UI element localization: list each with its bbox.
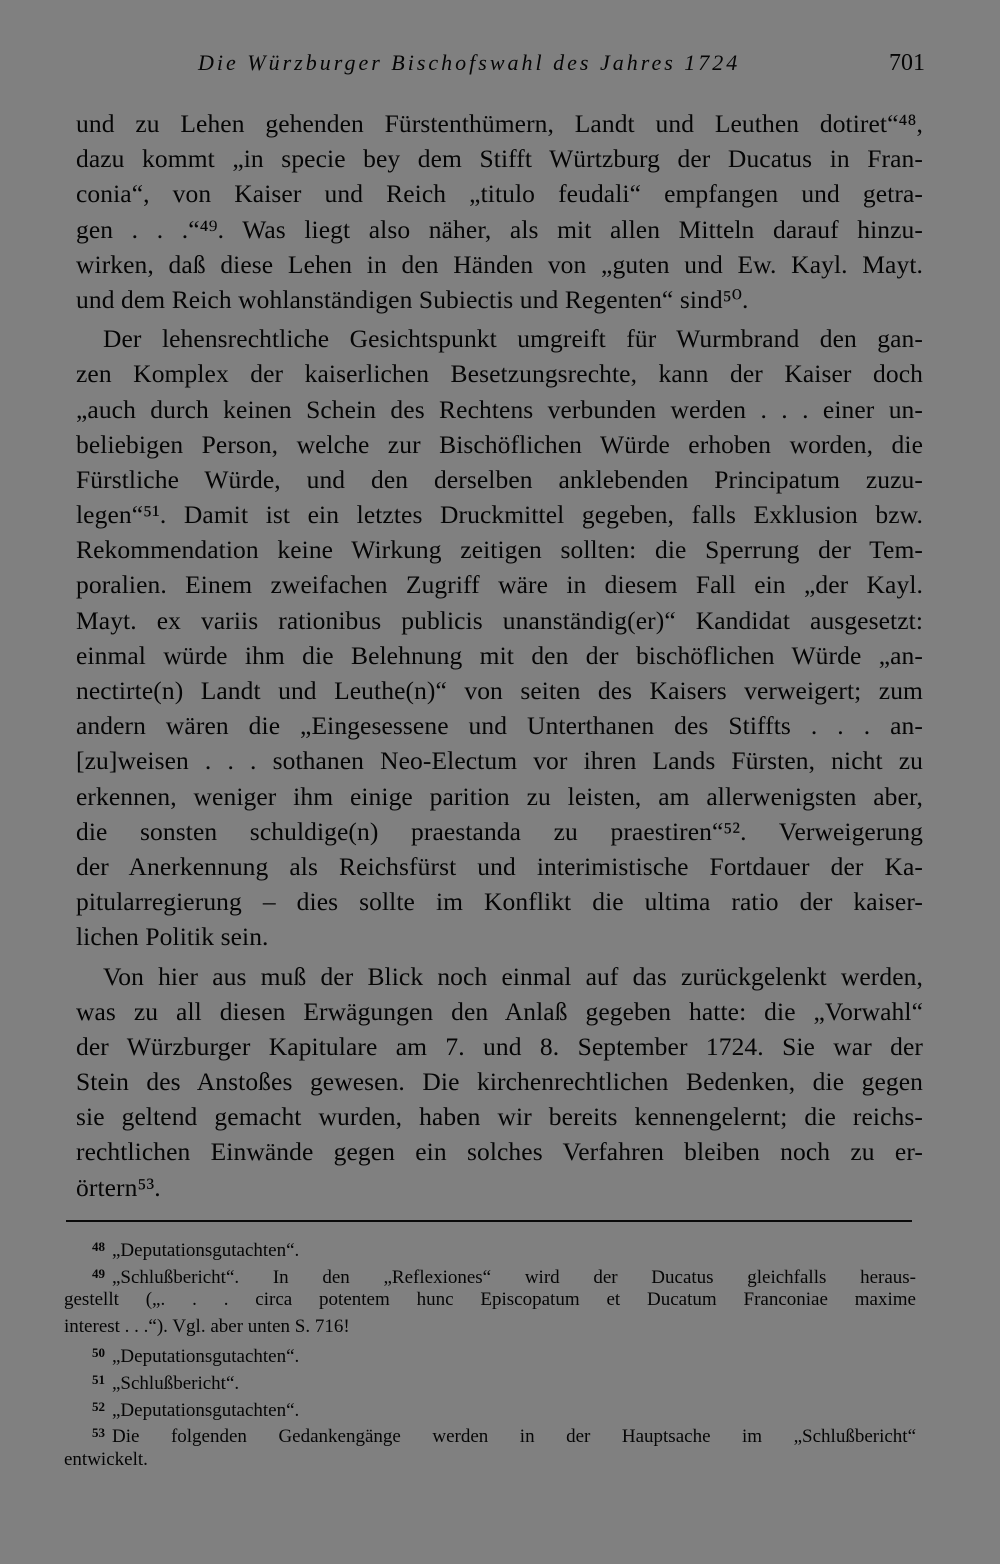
- footnote-text: Die folgenden Gedankengänge werden in der Hauptsache im „Schlußbericht“: [112, 1426, 916, 1448]
- footnote-text: interest . . .“). Vgl. aber unten S. 716!: [64, 1315, 350, 1337]
- text-line: Fürstliche Würde, und den derselben anklebenden Principatum zuzu-: [76, 464, 923, 494]
- footnote-text: „Schlußbericht“. In den „Reflexiones“ wird der Ducatus gleichfalls heraus-: [112, 1266, 916, 1288]
- text-line: „auch durch keinen Schein des Rechtens verbunden werden . . . einer un-: [76, 394, 923, 424]
- footnote-rule: [66, 1220, 912, 1222]
- text-line: die sonsten schuldige(n) praestanda zu praestiren“⁵². Verweigerung: [76, 816, 923, 846]
- text-line: [zu]weisen . . . sothanen Neo-Electum vor ihren Lands Fürsten, nicht zu: [76, 746, 923, 776]
- text-line: der Anerkennung als Reichsfürst und interimistische Fortdauer der Ka-: [76, 851, 923, 881]
- footnote: [64, 1340, 916, 1367]
- text-line: erkennen, weniger ihm einige parition zu leisten, am allerwenigsten aber,: [76, 781, 923, 811]
- footnote-number: 49: [92, 1265, 105, 1281]
- footnote: [64, 1420, 916, 1473]
- text-line: wirken, daß diese Lehen in den Händen von „guten und Ew. Kayl. Mayt.: [76, 249, 923, 279]
- footnotes: [64, 1234, 916, 1473]
- text-line: was zu all diesen Erwägungen den Anlaß gegeben hatte: die „Vorwahl“: [76, 996, 923, 1026]
- paragraph: [76, 321, 923, 954]
- text-line: Der lehensrechtliche Gesichtspunkt umgreift für Wurmbrand den gan-: [103, 324, 923, 354]
- text-line: örtern⁵³.: [76, 1172, 161, 1202]
- footnote-text: „Deputationsgutachten“.: [112, 1399, 300, 1421]
- footnote-number: 50: [92, 1345, 105, 1361]
- footnote-number: 51: [92, 1371, 105, 1387]
- page-number: 701: [889, 50, 925, 76]
- text-line: Von hier aus muß der Blick noch einmal auf das zurückgelenkt werden,: [103, 961, 923, 991]
- footnote: [64, 1367, 916, 1394]
- text-line: Rekommendation keine Wirkung zeitigen sollten: die Sperrung der Tem-: [76, 535, 923, 565]
- paragraph: [76, 106, 923, 317]
- footnote-number: 48: [92, 1239, 105, 1254]
- footnote-text: entwickelt.: [64, 1448, 148, 1470]
- text-line: legen“⁵¹. Damit ist ein letztes Druckmittel gegeben, falls Exklusion bzw.: [76, 500, 923, 530]
- text-line: conia“, von Kaiser und Reich „titulo feudali“ empfangen und getra-: [76, 179, 923, 209]
- page-header: [80, 50, 925, 84]
- text-line: und dem Reich wohlanständigen Subiectis und Regenten“ sind⁵⁰.: [76, 284, 749, 314]
- text-line: Stein des Anstoßes gewesen. Die kirchenrechtlichen Bedenken, die gegen: [76, 1067, 923, 1097]
- footnote-number: 53: [92, 1425, 105, 1441]
- footnote-text: „Deputationsgutachten“.: [112, 1346, 300, 1368]
- text-line: und zu Lehen gehenden Fürstenthümern, Landt und Leuthen dotiret“⁴⁸,: [76, 109, 923, 138]
- body-text: [76, 106, 923, 1209]
- footnote: [64, 1394, 916, 1421]
- footnote-text: „Schlußbericht“.: [112, 1372, 240, 1394]
- text-line: pitularregierung – dies sollte im Konflikt die ultima ratio der kaiser-: [76, 887, 923, 917]
- footnote: [64, 1261, 916, 1341]
- text-line: zen Komplex der kaiserlichen Besetzungsrechte, kann der Kaiser doch: [76, 359, 923, 389]
- text-line: der Würzburger Kapitulare am 7. und 8. September 1724. Sie war der: [76, 1031, 923, 1061]
- text-line: poralien. Einem zweifachen Zugriff wäre in diesem Fall ein „der Kayl.: [76, 570, 923, 600]
- footnote: [64, 1234, 916, 1261]
- text-line: nectirte(n) Landt und Leuthe(n)“ von seiten des Kaisers verweigert; zum: [76, 676, 923, 705]
- text-line: beliebigen Person, welche zur Bischöflichen Würde erhoben worden, die: [76, 429, 923, 459]
- footnote-text: gestellt („. . . circa potentem hunc Episcopatum et Ducatum Franconiae maxime: [64, 1289, 916, 1311]
- footnote-text: „Deputationsgutachten“.: [112, 1240, 300, 1261]
- text-line: Mayt. ex variis rationibus publicis unanständig(er)“ Kandidat ausgesetzt:: [76, 605, 923, 635]
- text-line: andern wären die „Eingesessene und Unterthanen des Stiffts . . . an-: [76, 711, 923, 741]
- text-line: lichen Politik sein.: [76, 922, 269, 952]
- footnote-number: 52: [92, 1398, 105, 1414]
- paragraph: [76, 959, 923, 1205]
- text-line: rechtlichen Einwände gegen ein solches Verfahren bleiben noch zu er-: [76, 1137, 923, 1167]
- running-title: Die Würzburger Bischofswahl des Jahres 1724: [198, 50, 741, 75]
- text-line: gen . . .“⁴⁹. Was liegt also näher, als mit allen Mitteln darauf hinzu-: [76, 214, 923, 244]
- text-line: sie geltend gemacht wurden, haben wir bereits kennengelernt; die reichs-: [76, 1102, 923, 1132]
- text-line: dazu kommt „in specie bey dem Stifft Würtzburg der Ducatus in Fran-: [76, 144, 923, 174]
- text-line: einmal würde ihm die Belehnung mit den der bischöflichen Würde „an-: [76, 640, 923, 670]
